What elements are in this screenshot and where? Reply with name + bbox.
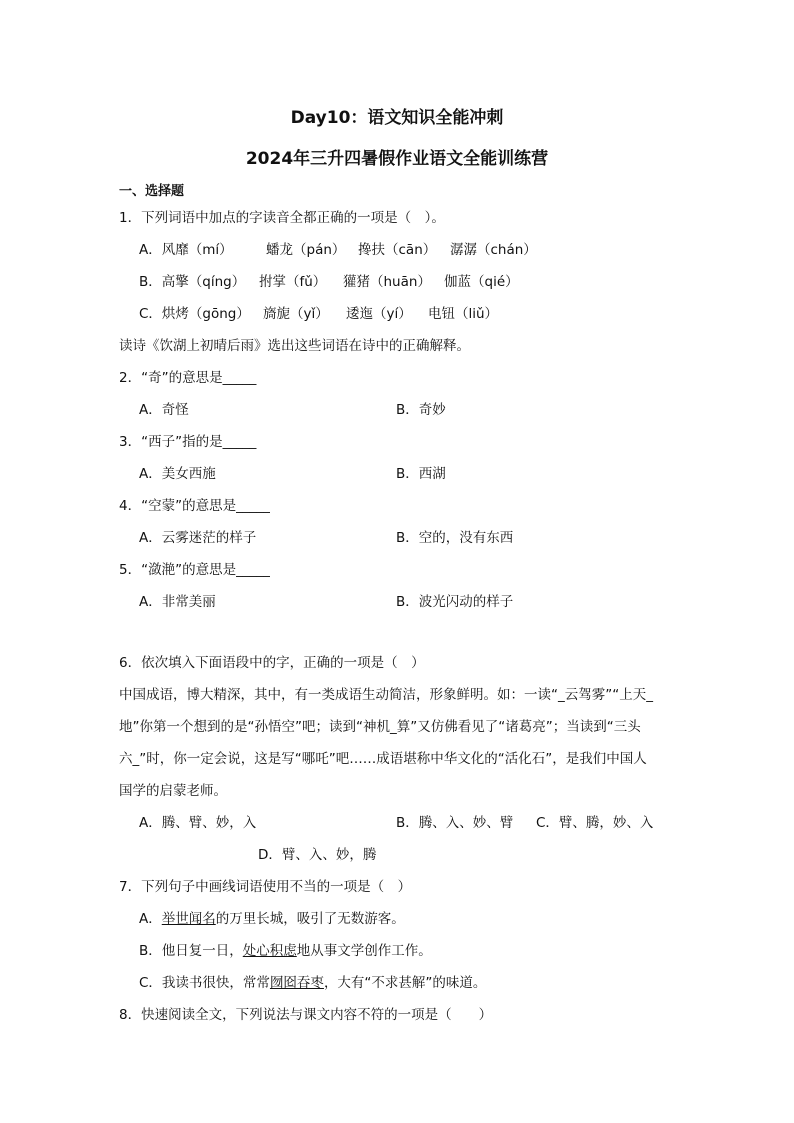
q7-a-underlined-phrase: 举世闻名 bbox=[161, 911, 216, 927]
q1-option-c-4: 电钮（liǔ） bbox=[428, 306, 499, 322]
q7-c-underlined-phrase: 囫囵吞枣 bbox=[269, 975, 324, 991]
question-1-stem: 1．下列词语中加点的字读音全都正确的一项是（ ）。 bbox=[119, 210, 445, 226]
q1-option-b-3: 獾猪（huān） bbox=[343, 274, 431, 290]
question-8-stem: 8．快速阅读全文，下列说法与课文内容不符的一项是（ ） bbox=[119, 1007, 493, 1023]
q5-option-a: A．非常美丽 bbox=[139, 594, 216, 610]
q2-option-b: B．奇妙 bbox=[396, 402, 446, 418]
question-3-stem: 3．“西子”指的是_____ bbox=[119, 434, 257, 450]
q7-option-b: B．他日复一日，处心积虑地从事文学创作工作。 bbox=[139, 943, 432, 959]
q4-option-b: B．空的，没有东西 bbox=[396, 530, 514, 546]
q7-option-c: C．我读书很快，常常囫囵吞枣，大有“不求甚解”的味道。 bbox=[139, 975, 487, 991]
q1-option-a-1: A．风靡（mí） bbox=[139, 242, 233, 258]
q1-option-a-3: 搀扶（cān） bbox=[358, 242, 437, 258]
q6-passage-line-4: 国学的启蒙老师。 bbox=[119, 783, 227, 799]
q7-b-underlined-phrase: 处心积虑 bbox=[242, 943, 297, 959]
poem-instruction: 读诗《饮湖上初晴后雨》选出这些词语在诗中的正确解释。 bbox=[119, 338, 470, 354]
question-5-stem: 5．“潋滟”的意思是_____ bbox=[119, 562, 270, 578]
q1-option-b-2: 拊掌（fǔ） bbox=[259, 274, 327, 290]
q6-option-a: A．腾、臂、妙，入 bbox=[139, 815, 257, 831]
q1-option-c-1: C．烘烤（gōng） bbox=[139, 306, 250, 322]
q6-passage-line-2: 地”你第一个想到的是“孙悟空”吧；读到“神机_算”又仿佛看见了“诸葛亮”；当读到“三头 bbox=[119, 719, 641, 735]
q1-option-a-2: 蟠龙（pán） bbox=[266, 242, 346, 258]
q3-option-b: B．西湖 bbox=[396, 466, 446, 482]
question-2-stem: 2．“奇”的意思是_____ bbox=[119, 370, 257, 386]
q1-option-b-4: 伽蓝（qié） bbox=[444, 274, 519, 290]
q1-option-a-4: 潺潺（chán） bbox=[450, 242, 537, 258]
q6-option-c: C．臂、腾，妙、入 bbox=[536, 815, 654, 831]
q6-option-b: B．腾、入、妙、臂 bbox=[396, 815, 514, 831]
q4-option-a: A．云雾迷茫的样子 bbox=[139, 530, 257, 546]
q6-passage-line-1: 中国成语，博大精深，其中，有一类成语生动简洁，形象鲜明。如：一读“_云驾雾”“上天_ bbox=[119, 687, 653, 703]
question-6-stem: 6．依次填入下面语段中的字，正确的一项是（ ） bbox=[119, 655, 425, 671]
q2-option-a: A．奇怪 bbox=[139, 402, 189, 418]
q6-option-d: D．臂、入、妙，腾 bbox=[258, 847, 377, 863]
q6-passage-line-3: 六_”时，你一定会说，这是写“哪吒”吧……成语堪称中华文化的“活化石”，是我们中国人 bbox=[119, 751, 647, 767]
q7-option-a: A．举世闻名的万里长城，吸引了无数游客。 bbox=[139, 911, 405, 927]
q1-option-b-1: B．高擎（qíng） bbox=[139, 274, 246, 290]
q1-option-c-2: 旖旎（yǐ） bbox=[263, 306, 329, 322]
section-heading: 一、选择题 bbox=[119, 184, 185, 199]
q3-option-a: A．美女西施 bbox=[139, 466, 216, 482]
question-7-stem: 7．下列句子中画线词语使用不当的一项是（ ） bbox=[119, 879, 412, 895]
document-subtitle: 2024年三升四暑假作业语文全能训练营 bbox=[245, 149, 549, 169]
document-title: Day10：语文知识全能冲刺 bbox=[290, 108, 504, 128]
q5-option-b: B．波光闪动的样子 bbox=[396, 594, 514, 610]
q1-option-c-3: 逶迤（yí） bbox=[346, 306, 412, 322]
question-4-stem: 4．“空蒙”的意思是_____ bbox=[119, 498, 270, 514]
